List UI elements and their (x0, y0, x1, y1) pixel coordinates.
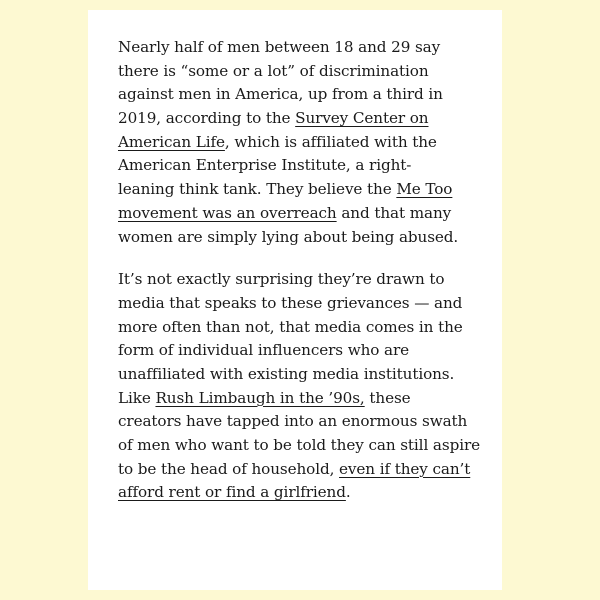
text-line (118, 202, 478, 226)
text-line (118, 410, 478, 434)
text-span: American Enterprise Institute, a right- (118, 156, 412, 175)
me-too-link-cont[interactable]: movement was an overreach (118, 203, 337, 222)
paragraph-2 (118, 268, 478, 505)
text-span: , which is affiliated with the (224, 132, 437, 151)
text-span: to be the head of household, (118, 459, 340, 478)
text-span: Nearly half of men between 18 and 29 say (118, 38, 441, 56)
survey-center-link[interactable]: Survey Center on (295, 109, 429, 128)
text-span: these (364, 388, 411, 407)
text-line (118, 36, 478, 60)
afford-rent-link[interactable]: even if they can’t (339, 459, 471, 478)
text-span: . (345, 483, 351, 502)
text-line (118, 60, 478, 84)
text-span: and that many (336, 203, 452, 222)
text-span: It’s not exactly surprising they’re drawn to (118, 270, 445, 289)
article-card (88, 10, 502, 590)
rush-limbaugh-link[interactable]: Rush Limbaugh in the ’90s, (155, 388, 365, 407)
text-span: there is “some or a lot” of discrimination (118, 61, 429, 80)
text-span: women are simply lying about being abused. (118, 227, 459, 246)
text-span: of men who want to be told they can still aspire (118, 436, 480, 454)
text-line (118, 154, 478, 178)
text-span: form of individual influencers who are (118, 341, 410, 360)
text-line (118, 268, 478, 292)
text-line (118, 131, 478, 155)
text-span: against men in America, up from a third in (118, 85, 443, 104)
text-span: leaning think tank. They believe the (118, 180, 397, 199)
text-span: media that speaks to these grievances — and (118, 293, 463, 312)
me-too-link[interactable]: Me Too (396, 180, 453, 199)
paragraph-1 (118, 36, 478, 249)
text-line (118, 387, 478, 411)
text-span: 2019, according to the (118, 109, 296, 128)
text-line (118, 107, 478, 131)
text-line (118, 481, 478, 505)
afford-rent-link-cont[interactable]: afford rent or find a girlfriend (118, 483, 346, 502)
text-line (118, 292, 478, 316)
text-line (118, 339, 478, 363)
text-line (118, 226, 478, 250)
text-line (118, 178, 478, 202)
text-span: unaffiliated with existing media institutions. (118, 364, 455, 383)
text-line (118, 363, 478, 387)
text-line (118, 316, 478, 340)
text-line (118, 83, 478, 107)
text-span: creators have tapped into an enormous swath (118, 412, 468, 431)
text-line (118, 434, 478, 458)
text-span: Like (118, 388, 156, 407)
survey-center-link-cont[interactable]: American Life (118, 132, 225, 151)
text-line (118, 458, 478, 482)
text-span: more often than not, that media comes in the (118, 317, 463, 336)
